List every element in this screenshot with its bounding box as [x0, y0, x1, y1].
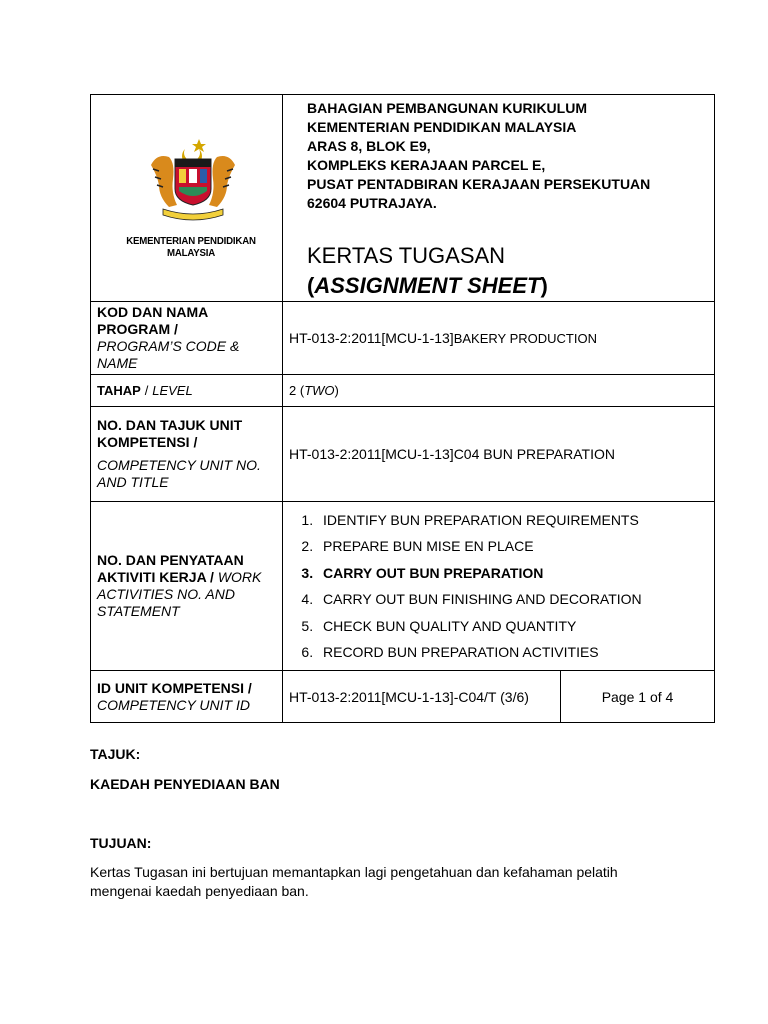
address-cell	[283, 95, 715, 302]
activity-item: 5. CHECK BUN QUALITY AND QUANTITY	[317, 613, 714, 640]
level-word: TWO	[304, 383, 335, 398]
program-label-malay: KOD DAN NAMA PROGRAM /	[97, 304, 208, 337]
activities-label-malay: NO. DAN PENYATAAN AKTIVITI KERJA /	[97, 552, 244, 585]
address-line: BAHAGIAN PEMBANGUNAN KURIKULUM	[307, 100, 587, 116]
unit-label-english: COMPETENCY UNIT NO. AND TITLE	[97, 457, 261, 490]
program-code: HT-013-2:2011[MCU-1-13]	[289, 330, 454, 346]
unit-id-value: HT-013-2:2011[MCU-1-13]-C04/T (3/6)	[283, 671, 561, 723]
address-line: KOMPLEKS KERAJAAN PARCEL E,	[307, 157, 546, 173]
address-line: PUSAT PENTADBIRAN KERAJAAN PERSEKUTUAN	[307, 176, 651, 192]
title-english: (ASSIGNMENT SHEET)	[307, 273, 548, 298]
program-label-english: PROGRAM’S CODE & NAME	[97, 338, 240, 371]
activity-item: 1. IDENTIFY BUN PREPARATION REQUIREMENTS	[317, 507, 714, 534]
assignment-sheet-header	[90, 94, 714, 723]
address-line: 62604 PUTRAJAYA.	[307, 195, 437, 211]
unit-label	[91, 407, 283, 502]
level-value: 2 (TWO)	[283, 375, 715, 407]
tujuan-text-line-1: Kertas Tugasan ini bertujuan memantapkan lagi pengetahuan dan kefahaman pelatih	[90, 864, 618, 880]
tujuan-heading: TUJUAN:	[90, 835, 152, 851]
unit-value: HT-013-2:2011[MCU-1-13]C04 BUN PREPARATION	[283, 407, 715, 502]
program-label	[91, 302, 283, 375]
unit-id-label-english: COMPETENCY UNIT ID	[97, 696, 250, 713]
program-value	[283, 302, 715, 375]
unit-label-malay: NO. DAN TAJUK UNIT KOMPETENSI /	[97, 417, 243, 450]
logo-cell	[91, 95, 283, 302]
activity-item: 6. RECORD BUN PREPARATION ACTIVITIES	[317, 639, 714, 666]
activities-label-english: WORK ACTIVITIES NO. AND STATEMENT	[97, 569, 262, 619]
title-malay: KERTAS TUGASAN	[307, 243, 506, 268]
title-english-text: ASSIGNMENT SHEET	[314, 273, 541, 298]
level-label: TAHAP / LEVEL	[91, 375, 283, 407]
level-label-malay: TAHAP	[97, 383, 141, 398]
unit-id-label	[91, 671, 283, 723]
document-title	[307, 241, 714, 301]
malaysia-coat-of-arms-logo	[143, 135, 243, 225]
activities-list	[289, 507, 714, 666]
activity-item-current: 3. CARRY OUT BUN PREPARATION	[317, 560, 714, 587]
address-line: ARAS 8, BLOK E9,	[307, 138, 431, 154]
address-line: KEMENTERIAN PENDIDIKAN MALAYSIA	[307, 119, 577, 135]
activity-item: 4. CARRY OUT BUN FINISHING AND DECORATION	[317, 586, 714, 613]
activities-label	[91, 502, 283, 671]
level-label-english: LEVEL	[152, 383, 193, 398]
unit-id-label-malay: ID UNIT KOMPETENSI /	[97, 679, 252, 696]
tajuk-heading: TAJUK:	[90, 746, 141, 762]
activity-item: 2. PREPARE BUN MISE EN PLACE	[317, 533, 714, 560]
tajuk-text: KAEDAH PENYEDIAAN BAN	[90, 776, 280, 792]
program-name: BAKERY PRODUCTION	[453, 331, 597, 346]
header-table	[90, 94, 715, 723]
page-number: Page 1 of 4	[561, 671, 715, 723]
tujuan-text-line-2: mengenai kaedah penyediaan ban.	[90, 883, 309, 899]
ministry-caption: KEMENTERIAN PENDIDIKAN MALAYSIA	[126, 235, 256, 259]
activities-cell	[283, 502, 715, 671]
level-number: 2	[289, 383, 297, 398]
